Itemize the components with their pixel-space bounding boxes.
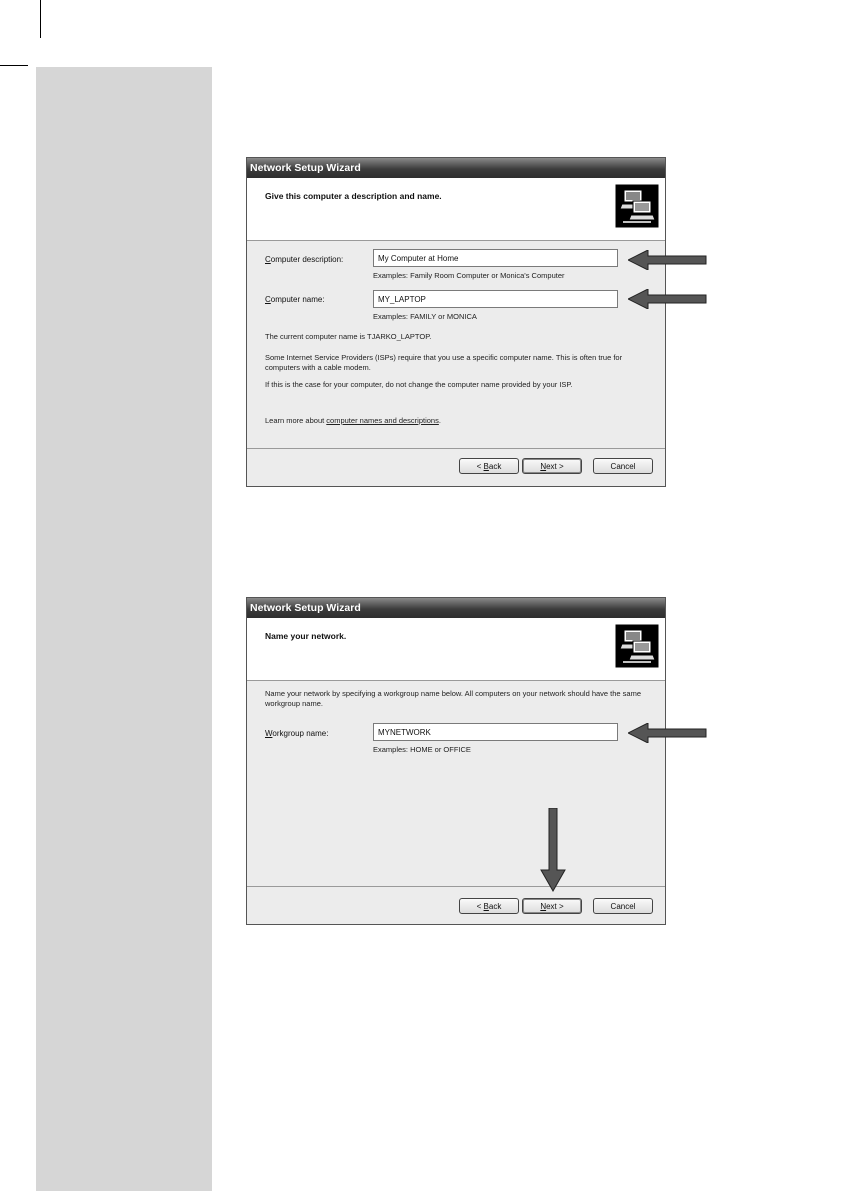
cancel-button[interactable]: Cancel: [593, 458, 653, 474]
computer-description-input[interactable]: My Computer at Home: [373, 249, 618, 267]
cancel-button[interactable]: Cancel: [593, 898, 653, 914]
header-band: [247, 178, 665, 241]
network-computers-icon: [615, 624, 659, 668]
arrow-left-icon: [628, 723, 708, 743]
isp-note-text: Some Internet Service Providers (ISPs) require that you use a specific computer name. This is often true for computers with a cable modem.: [265, 353, 623, 372]
computer-name-input[interactable]: MY_LAPTOP: [373, 290, 618, 308]
crop-mark-side: [0, 65, 28, 66]
network-computers-icon: [615, 184, 659, 228]
computer-names-link[interactable]: computer names and descriptions: [326, 416, 439, 425]
arrow-left-icon: [628, 250, 708, 270]
back-button[interactable]: < Back: [459, 898, 519, 914]
computer-name-label: Computer name:: [265, 295, 325, 304]
crop-mark-top: [40, 0, 41, 38]
network-setup-wizard-dialog-1: [246, 157, 666, 487]
computer-description-label: Computer description:: [265, 255, 344, 264]
current-computer-name-text: The current computer name is TJARKO_LAPTOP.: [265, 332, 432, 341]
workgroup-name-hint: Examples: HOME or OFFICE: [373, 745, 471, 754]
network-setup-wizard-dialog-2: [246, 597, 666, 925]
computer-name-hint: Examples: FAMILY or MONICA: [373, 312, 477, 321]
computer-description-hint: Examples: Family Room Computer or Monica's Computer: [373, 271, 565, 280]
workgroup-intro-text: Name your network by specifying a workgroup name below. All computers on your network should have the same workgroup name.: [265, 689, 642, 708]
back-button[interactable]: < Back: [459, 458, 519, 474]
title-bar[interactable]: Network Setup Wizard: [247, 158, 665, 178]
arrow-down-icon: [540, 808, 566, 892]
isp-note-text-2: If this is the case for your computer, do not change the computer name provided by your ISP.: [265, 380, 573, 389]
learn-more-text: Learn more about computer names and descriptions.: [265, 416, 441, 425]
arrow-left-icon: [628, 289, 708, 309]
page-heading: Name your network.: [265, 631, 347, 641]
page-heading: Give this computer a description and name.: [265, 191, 442, 201]
next-button[interactable]: Next >: [522, 898, 582, 914]
workgroup-name-input[interactable]: MYNETWORK: [373, 723, 618, 741]
title-bar[interactable]: Network Setup Wizard: [247, 598, 665, 618]
page-sidebar: [36, 67, 212, 1191]
header-band: [247, 618, 665, 681]
next-button[interactable]: Next >: [522, 458, 582, 474]
workgroup-name-label: Workgroup name:: [265, 729, 329, 738]
footer-divider: [247, 448, 665, 449]
footer-divider: [247, 886, 665, 887]
